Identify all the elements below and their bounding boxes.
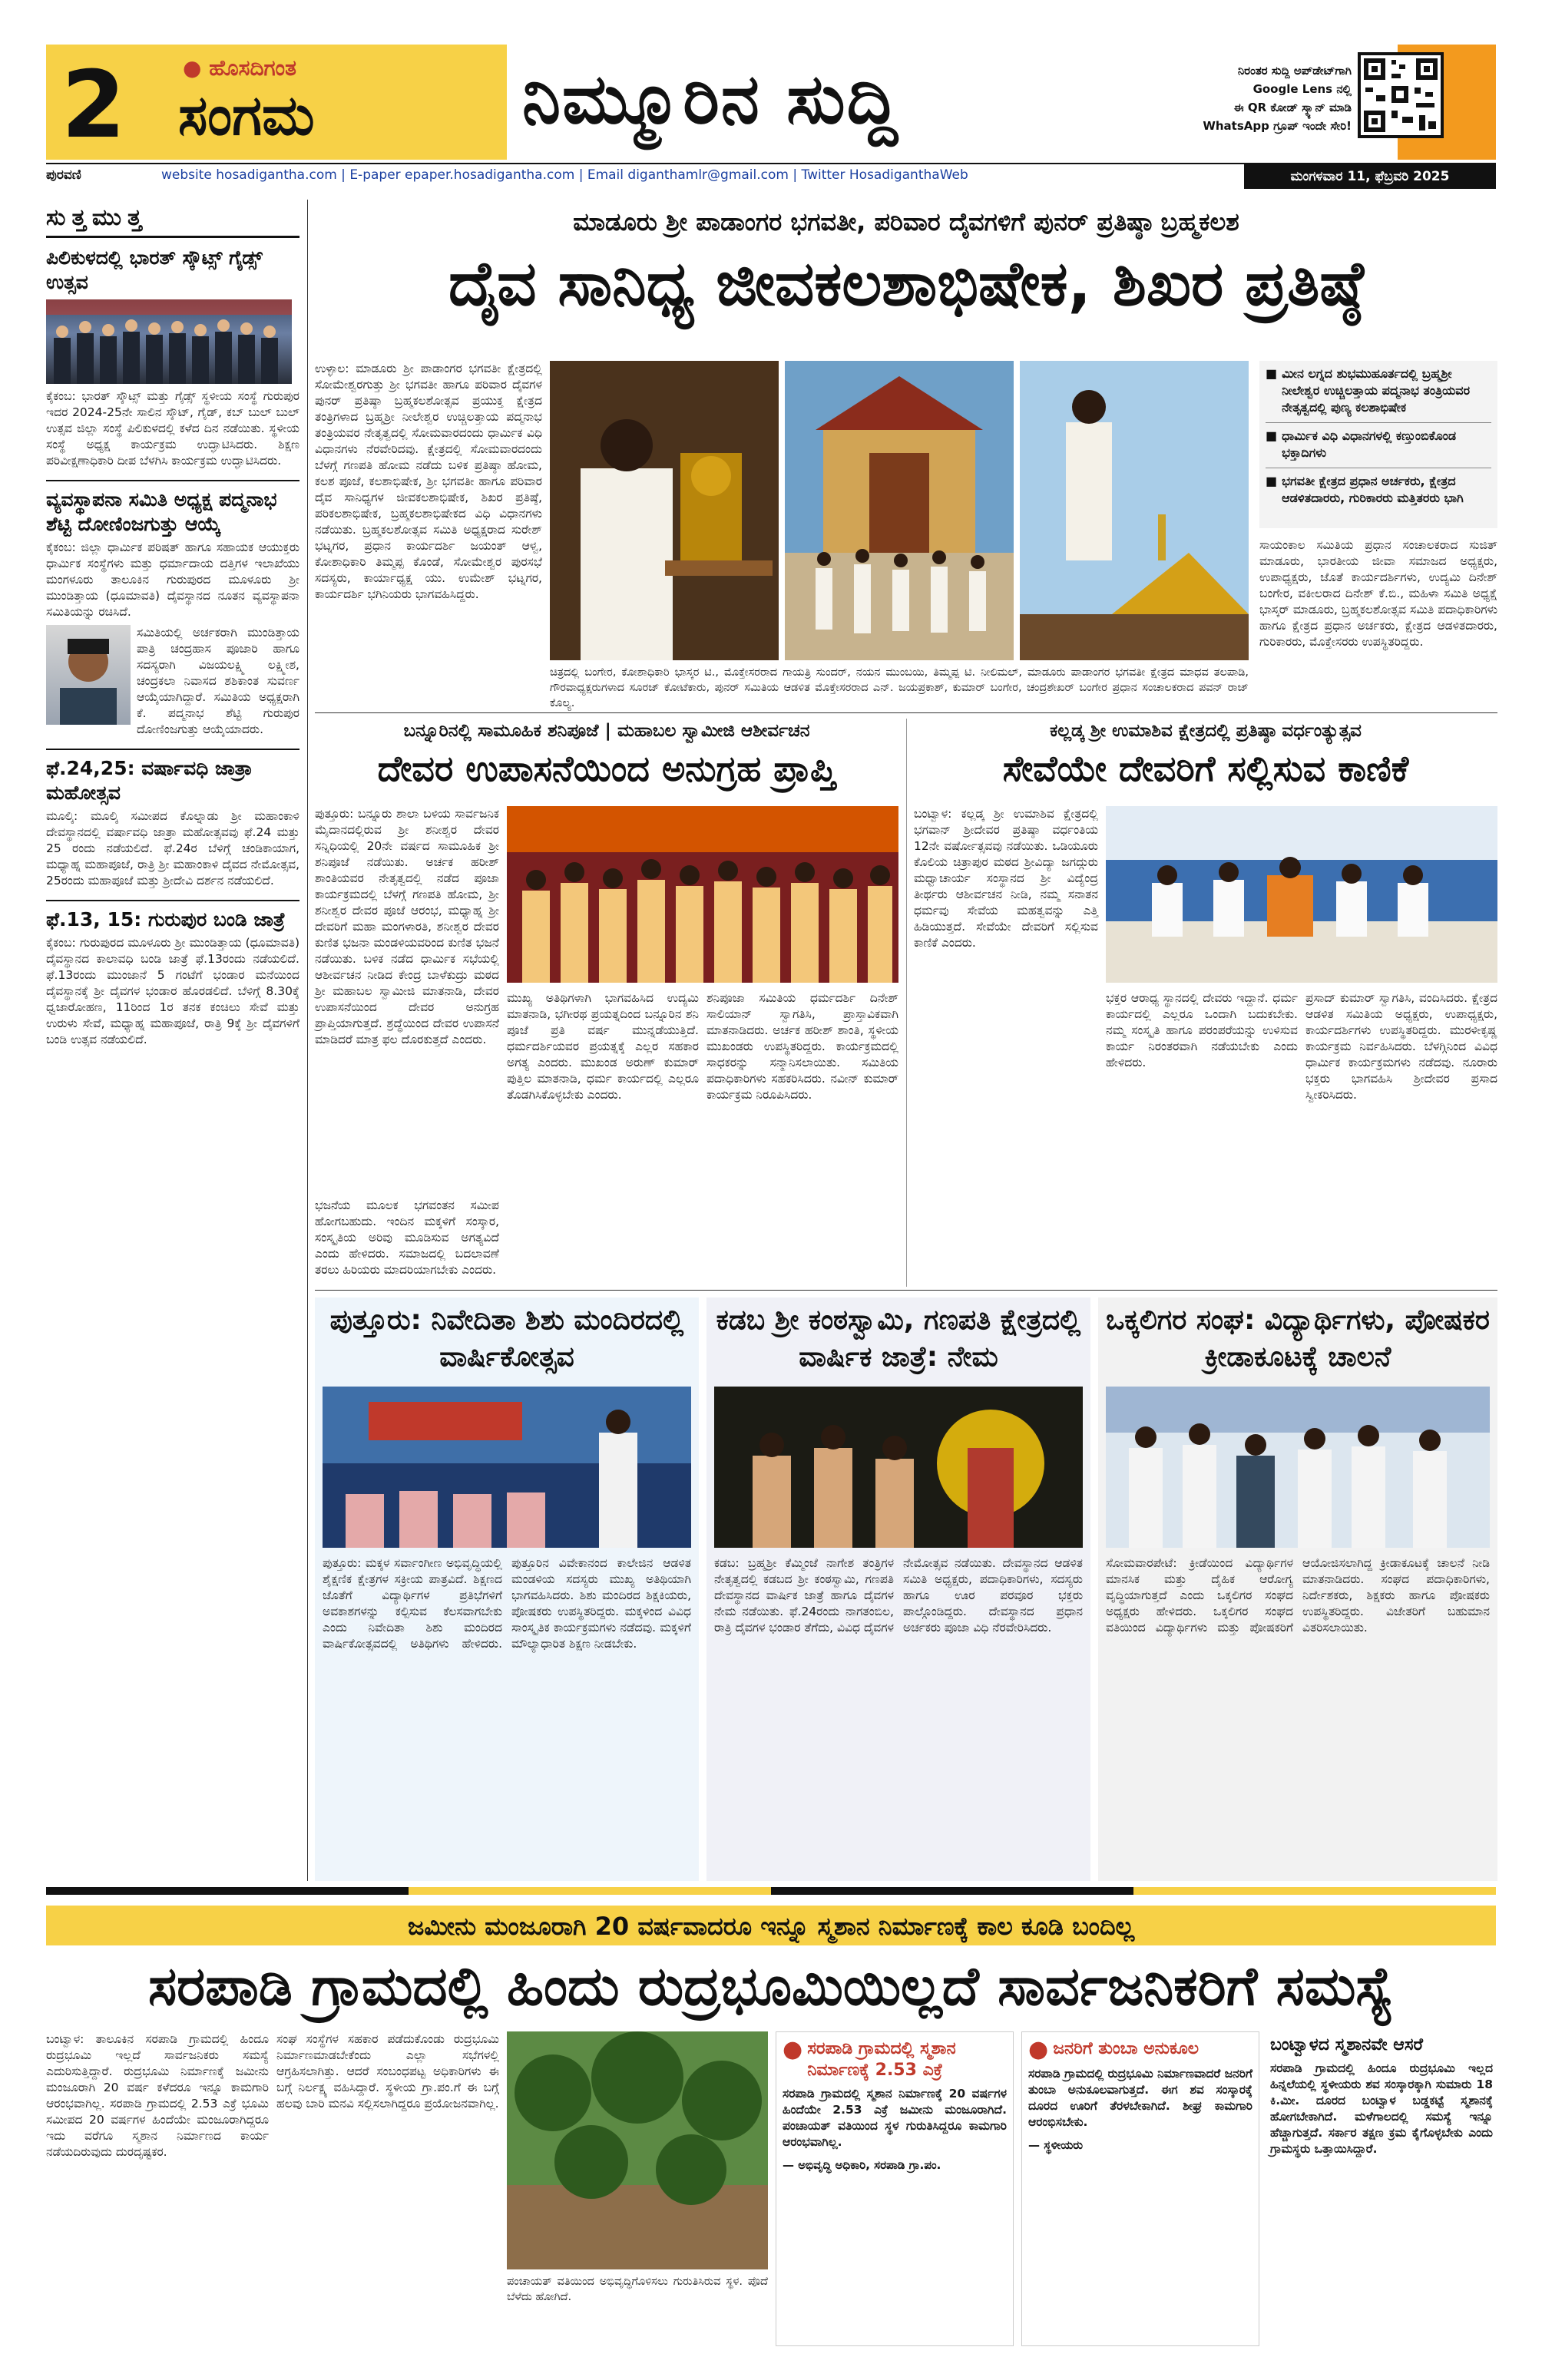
sidebar-story-body: ಕೈಕಂಬ: ಗುರುಪುರದ ಮೂಳೂರು ಶ್ರೀ ಮುಂಡಿತ್ತಾಯ (ಧೂಮಾವತಿ) ದೈವಸ್ಥಾನದ ಕಾಲಾವಧಿ ಬಂಡಿ ಜಾತ್ರೆ ಫೆ.13ರಂದು ನಡೆಯಲಿದೆ. ಫೆ.13ರಂದು ಮುಂಜಾನೆ 5 ಗಂಟೆಗೆ ಭಂಡಾರ ಮನೆಯಿಂದ ದೈವಸ್ಥಾನಕ್ಕೆ ಶ್ರೀ ದೈವಗಳ ಭಂಡಾರ ಹೊರಡಲಿದೆ. ಬೆಳಿಗ್ಗೆ 8.30ಕ್ಕೆ ಧ್ವಜಾರೋಹಣ, 11ರಿಂದ 1ರ ತನಕ ಕಂಚಿಲು ಸೇವೆ ಮತ್ತು ಉರುಳು ಸೇವೆ, ಮಧ್ಯಾಹ್ನ ಮಹಾಪೂಜೆ, ರಾತ್ರಿ 9ಕ್ಕೆ ಶ್ರೀ ದೈವಗಳಿಗೆ ಬಂಡಿ ಉತ್ಸವ ನಡೆಯಲಿದೆ. — [46, 936, 299, 1046]
qr-code-icon[interactable] — [1358, 52, 1444, 138]
sidebar-story-body: ಮೂಲ್ಕಿ: ಮೂಲ್ಕಿ ಸಮೀಪದ ಕೊಲ್ನಾಡು ಶ್ರೀ ಮಹಾಂಕಾಳಿ ದೇವಸ್ಥಾನದಲ್ಲಿ ವರ್ಷಾವಧಿ ಜಾತ್ರಾ ಮಹೋತ್ಸವವು ಫೆ.24 ಮತ್ತು 25 ರಂದು ನಡೆಯಲಿದೆ. ಫೆ.24ರ ಬೆಳಿಗ್ಗೆ ಚಂಡಿಕಾಯಾಗ, ಮಧ್ಯಾಹ್ನ ಮಹಾಪೂಜೆ, ರಾತ್ರಿ ಶ್ರೀ ಮಹಾಂಕಾಳಿ ದೈವದ ನೇಮೋತ್ಸವ, 25ರಂದು ಮಹಾಪೂಜೆ ಮತ್ತು ಶ್ರೀದೇವಿ ದರ್ಶನ ನಡೆಯಲಿದೆ. — [46, 809, 299, 888]
lead-photo-shrine — [785, 361, 1014, 660]
sidebar-story-title: ವ್ಯವಸ್ಥಾಪನಾ ಸಮಿತಿ ಅಧ್ಯಕ್ಷ ಪದ್ಮನಾಭ ಶೆಟ್ಟಿ ದೋಣಿಂಜಗುತ್ತು ಆಯ್ಕೆ — [46, 480, 299, 537]
group-photo-children — [507, 806, 898, 983]
info-box-signature: — ಅಭಿವೃದ್ಧಿ ಅಧಿಕಾರಿ, ಸರಪಾಡಿ ಗ್ರಾ.ಪಂ. — [783, 2158, 941, 2172]
story-left-body: ಪುತ್ತೂರು: ಬನ್ನೂರು ಶಾಲಾ ಬಳಿಯ ಸಾರ್ವಜನಿಕ ಮೈದಾನದಲ್ಲಿರುವ ಶ್ರೀ ಶನೀಶ್ವರ ದೇವರ ಸನ್ನಿಧಿಯಲ್ಲಿ 20ನೇ ವರ್ಷದ ಸಾಮೂಹಿಕ ಶ್ರೀ ಶನಿಪೂಜೆ ನಡೆಯಿತು. ಅರ್ಚಕ ಹರೀಶ್ ಶಾಂತಿಯವರ ನೇತೃತ್ವದಲ್ಲಿ ನಡೆದ ಪೂಜಾ ಕಾರ್ಯಕ್ರಮದಲ್ಲಿ ಬೆಳಗ್ಗೆ ಗಣಪತಿ ಹೋಮ, ಶ್ರೀ ಶನೀಶ್ವರ ದೇವರ ಪೂಜೆ ಆರಂಭ, ಮಧ್ಯಾಹ್ನ ಶ್ರೀ ದೇವರಿಗೆ ಮಹಾ ಮಂಗಳಾರತಿ, ಶನೀಶ್ವರ ದೇವರ ಕುಣಿತ ಭಜನಾ ಮಂಡಳಿಯವರಿಂದ ಕುಣಿತ ಭಜನೆ ನಡೆಯಿತು. ಬಳಿಕ ನಡೆದ ಧಾರ್ಮಿಕ ಸಭೆಯಲ್ಲಿ ಆಶೀರ್ವಚನ ನೀಡಿದ ಕೇಂದ್ರ ಬಾಳೆಕುದ್ರು ಮಠದ ಶ್ರೀ ಮಹಾಬಲ ಸ್ವಾಮೀಜಿ ಮಾತನಾಡಿ, ದೇವರ ಉಪಾಸನೆಯಿಂದ ದೇವರ ಅನುಗ್ರಹ ಪ್ರಾಪ್ತಿಯಾಗುತ್ತದೆ. ಶ್ರದ್ಧೆಯಿಂದ ದೇವರ ಉಪಾಸನೆ ಮಾಡಿದರೆ ಮಾತ್ರ ಫಲ ದೊರಕುತ್ತದೆ ಎಂದರು. — [315, 807, 499, 1046]
sidebar-story-title: ಪಿಲಿಕುಳದಲ್ಲಿ ಭಾರತ್ ಸ್ಕೌಟ್ಸ್ ಗೈಡ್ಸ್ ಉತ್ಸವ — [46, 246, 263, 293]
sidebar-label: ಸುತ್ತಮುತ್ತ — [46, 200, 299, 238]
square-bullet-icon: ■ — [1266, 474, 1278, 488]
story-left-kicker: ಬನ್ನೂರಿನಲ್ಲಿ ಸಾಮೂಹಿಕ ಶನಿಪೂಜೆ | ಮಹಾಬಲ ಸ್ವಾಮೀಜಿ ಆಶೀರ್ವಚನ — [403, 721, 810, 741]
scouts-group-photo — [46, 299, 292, 384]
cremation-site-caption: ಪಂಚಾಯತ್ ವತಿಯಿಂದ ಅಭಿವೃದ್ಧಿಗೊಳಿಸಲು ಗುರುತಿಸಿರುವ ಸ್ಥಳ. ಪೊದೆ ಬೆಳೆದು ಹೋಗಿದೆ. — [507, 2276, 768, 2303]
pin-icon: ● — [1028, 2036, 1049, 2063]
portrait-photo — [46, 625, 131, 725]
sidebar — [46, 200, 299, 1881]
annual-day-photo — [323, 1387, 691, 1548]
contact-links[interactable]: website hosadigantha.com | E-paper epaper.hosadigantha.com | Email diganthamlr@gmail.com | Twitter HosadiganthaWeb — [161, 167, 968, 183]
story-left-body: ಭಜನೆಯ ಮೂಲಕ ಭಗವಂತನ ಸಮೀಪ ಹೋಗಬಹುದು. ಇಂದಿನ ಮಕ್ಕಳಿಗೆ ಸಂಸ್ಕಾರ, ಸಂಸ್ಕೃತಿಯ ಅರಿವು ಮೂಡಿಸುವ ಅಗತ್ಯವಿದೆ ಎಂದು ಹೇಳಿದರು. ಸಮಾಜದಲ್ಲಿ ಬದಲಾವಣೆ ತರಲು ಹಿರಿಯರು ಮಾದರಿಯಾಗಬೇಕು ಎಂದರು. — [315, 1198, 499, 1277]
story-right-body: ಪ್ರಸಾದ್ ಕುಮಾರ್ ಸ್ವಾಗತಿಸಿ, ವಂದಿಸಿದರು. ಕ್ಷೇತ್ರದ ಆಡಳಿತ ಸಮಿತಿಯ ಅಧ್ಯಕ್ಷರು, ಉಪಾಧ್ಯಕ್ಷರು, ಕಾರ್ಯದರ್ಶಿಗಳು ಉಪಸ್ಥಿತರಿದ್ದರು. ಮುರಳೀಕೃಷ್ಣ ಕಾರ್ಯಕ್ರಮ ನಿರ್ವಹಿಸಿದರು. ಬೆಳಗ್ಗಿನಿಂದ ವಿವಿಧ ಧಾರ್ಮಿಕ ಕಾರ್ಯಕ್ರಮಗಳು ನಡೆದವು. ನೂರಾರು ಭಕ್ತರು ಭಾಗವಹಿಸಿ ಶ್ರೀದೇವರ ಪ್ರಸಾದ ಸ್ವೀಕರಿಸಿದರು. — [1305, 991, 1497, 1102]
cremation-site-photo — [507, 2031, 768, 2269]
info-box-title: ಬಂಟ್ವಾಳದ ಸ್ಮಶಾನವೇ ಆಸರೆ — [1270, 2035, 1424, 2054]
mid2-body: ಕಡಬ: ಬ್ರಹ್ಮಶ್ರೀ ಕೆಮ್ಮಿಂಜೆ ನಾಗೇಶ ತಂತ್ರಿಗಳ ನೇತೃತ್ವದಲ್ಲಿ ಕಡಬದ ಶ್ರೀ ಕಂಠಸ್ವಾಮಿ, ಗಣಪತಿ ದೇವಸ್ಥಾನದ ವಾರ್ಷಿಕ ಜಾತ್ರೆ ಹಾಗೂ ದೈವಗಳ ನೇಮ ನಡೆಯಿತು. ಫೆ.24ರಂದು ನಾಗತಂಬಿಲ, ರಾತ್ರಿ ದೈವಗಳ ಭಂಡಾರ ತೆಗೆದು, ವಿವಿಧ ದೈವಗಳ ನೇಮೋತ್ಸವ ನಡೆಯಿತು. ದೇವಸ್ಥಾನದ ಆಡಳಿತ ಸಮಿತಿ ಅಧ್ಯಕ್ಷರು, ಪದಾಧಿಕಾರಿಗಳು, ಸದಸ್ಯರು ಹಾಗೂ ಊರ ಪರವೂರ ಭಕ್ತರು ಪಾಲ್ಗೊಂಡಿದ್ದರು. ದೇವಸ್ಥಾನದ ಪ್ರಧಾನ ಅರ್ಚಕರು ಪೂಜಾ ವಿಧಿ ನೆರವೇರಿಸಿದರು. — [714, 1556, 1083, 1635]
highlight-item: ■ ಭಗವತೀ ಕ್ಷೇತ್ರದ ಪ್ರಧಾನ ಅರ್ಚಕರು, ಕ್ಷೇತ್ರದ ಆಡಳಿತದಾರರು, ಗುರಿಕಾರರು ಮತ್ತಿತರರು ಭಾಗಿ — [1266, 468, 1491, 507]
pin-icon: ● — [783, 2036, 803, 2063]
page-number: 2 — [61, 52, 126, 159]
lead-headline: ದೈವ ಸಾನಿಧ್ಯ ಜೀವಕಲಶಾಭಿಷೇಕ, ಶಿಖರ ಪ್ರತಿಷ್ಠೆ — [448, 248, 1364, 319]
qr-instructions: ನಿರಂತರ ಸುದ್ದಿ ಅಪ್‌ಡೇಟ್‌ಗಾಗಿ Google Lens ನಲ್ಲಿ ಈ QR ಕೋಡ್ ಸ್ಕ್ಯಾನ್ ಮಾಡಿ WhatsApp ಗ್ರೂಪ್ ಇಂದೇ ಸೇರಿ! — [1203, 64, 1352, 133]
lead-kicker: ಮಾಡೂರು ಶ್ರೀ ಪಾಡಾಂಗರ ಭಗವತೀ, ಪರಿವಾರ ದೈವಗಳಿಗೆ ಪುನರ್ ಪ್ರತಿಷ್ಠಾ ಬ್ರಹ್ಮಕಲಶ — [573, 207, 1239, 236]
story-right-kicker: ಕಲ್ಲಡ್ಕ ಶ್ರೀ ಉಮಾಶಿವ ಕ್ಷೇತ್ರದಲ್ಲಿ ಪ್ರತಿಷ್ಠಾ ವರ್ಧಂತ್ಯುತ್ಸವ — [1050, 721, 1362, 741]
info-box-body: ಸರಪಾಡಿ ಗ್ರಾಮದಲ್ಲಿ ಹಿಂದೂ ರುದ್ರಭೂಮಿ ಇಲ್ಲದ ಹಿನ್ನಲೆಯಲ್ಲಿ ಸ್ಥಳೀಯರು ಶವ ಸಂಸ್ಕಾರಕ್ಕಾಗಿ ಸುಮಾರು 18 ಕಿ.ಮೀ. ದೂರದ ಬಂಟ್ವಾಳ ಬಡ್ಡಕಟ್ಟೆ ಸ್ಮಶಾನಕ್ಕೆ ಹೋಗಬೇಕಾಗಿದೆ. ಮಳೆಗಾಲದಲ್ಲಿ ಸಮಸ್ಯೆ ಇನ್ನೂ ಹೆಚ್ಚಾಗುತ್ತದೆ. ಸರ್ಕಾರ ತಕ್ಷಣ ಕ್ರಮ ಕೈಗೊಳ್ಳಬೇಕು ಎಂದು ಗ್ರಾಮಸ್ಥರು ಒತ್ತಾಯಿಸಿದ್ದಾರೆ. — [1270, 2061, 1493, 2156]
lead-body: ಉಳ್ಳಾಲ: ಮಾಡೂರು ಶ್ರೀ ಪಾಡಾಂಗರ ಭಗವತೀ ಕ್ಷೇತ್ರದಲ್ಲಿ ಸೋಮೇಶ್ವರಗುತ್ತು ಶ್ರೀ ಭಗವತೀ ಹಾಗೂ ಪರಿವಾರ ದೈವಗಳ ಪುನರ್ ಪ್ರತಿಷ್ಠಾ ಬ್ರಹ್ಮಕಲಶೋತ್ಸವ ಪ್ರಯುಕ್ತ ಕ್ಷೇತ್ರದ ತಂತ್ರಿಗಳಾದ ಬ್ರಹ್ಮಶ್ರೀ ನೀಲೇಶ್ವರ ಉಚ್ಚಿಲತ್ತಾಯ ಪದ್ಮನಾಭ ತಂತ್ರಿಯವರ ನೇತೃತ್ವದಲ್ಲಿ ಸೋಮವಾರದಂದು ಧಾರ್ಮಿಕ ವಿಧಿ ವಿಧಾನಗಳು ನೆರವೇರಿದವು. ಕ್ಷೇತ್ರದಲ್ಲಿ ಸೋಮವಾರದಂದು ಬೆಳಗ್ಗೆ ಗಣಪತಿ ಹೋಮ ನಡೆದು ಬಳಿಕ ಪ್ರತಿಷ್ಠಾ ಹೋಮ, ಕಲಶ ಪೂಜೆ, ಕಲಶಾಭಿಷೇಕ, ಶ್ರೀ ಭಗವತೀ ಹಾಗೂ ಪರಿವಾರ ದೈವ ಸಾನಿಧ್ಯಗಳ ಜೀವಕಲಶಾಭಿಷೇಕ, ಶಿಖರ ಪ್ರತಿಷ್ಠೆ, ಪರಿಕಲಶಾಭಿಷೇಕ, ಬ್ರಹ್ಮಕಲಶಾಭಿಷೇಕದ ವಿಧಿ ವಿಧಾನಗಳು ನಡೆಯಿತು. ಬ್ರಹ್ಮಕಲಶೋತ್ಸವ ಸಮಿತಿ ಅಧ್ಯಕ್ಷರಾದ ಸುರೇಶ್ ಭಟ್ನಗರ, ಪ್ರಧಾನ ಕಾರ್ಯದರ್ಶಿ ಜಯಂತ್ ಆಳ್ವ, ಕೋಶಾಧಿಕಾರಿ ತಿಮ್ಮಪ್ಪ ಕೊಂಡೆ, ಸೋಮೇಶ್ವರ ಪುರಸಭೆ ಸದಸ್ಯರು, ಕಾರ್ಯಾಧ್ಯಕ್ಷ ಯು. ಉಮೇಶ್ ಭಟ್ನಗರ, ಕಾರ್ಯದರ್ಶಿ ಭಗಿನಿಯರು ಭಾಗವಹಿಸಿದ್ದರು. — [315, 362, 542, 601]
mid2-headline: ಕಡಬ ಶ್ರೀ ಕಂಠಸ್ವಾಮಿ, ಗಣಪತಿ ಕ್ಷೇತ್ರದಲ್ಲಿ ವಾರ್ಷಿಕ ಜಾತ್ರೆ: ನೇಮ — [716, 1304, 1081, 1373]
info-box-body: ಸರಪಾಡಿ ಗ್ರಾಮದಲ್ಲಿ ರುದ್ರಭೂಮಿ ನಿರ್ಮಾಣವಾದರೆ ಜನರಿಗೆ ತುಂಬಾ ಅನುಕೂಲವಾಗುತ್ತದೆ. ಈಗ ಶವ ಸಂಸ್ಕಾರಕ್ಕೆ ದೂರದ ಊರಿಗೆ ತೆರಳಬೇಕಾಗಿದೆ. ಶೀಘ್ರ ಕಾಮಗಾರಿ ಆರಂಭಿಸಬೇಕು. — [1028, 2067, 1252, 2129]
brand-logo-small: ● ಹೊಸದಿಗಂತ — [183, 55, 296, 81]
info-box-benefit — [1021, 2031, 1259, 2346]
sports-meet-photo — [1106, 1387, 1490, 1548]
color-band — [46, 1887, 1496, 1895]
story-right-headline: ಸೇವೆಯೇ ದೇವರಿಗೆ ಸಲ್ಲಿಸುವ ಕಾಣಿಕೆ — [1002, 748, 1409, 789]
story-left-headline: ದೇವರ ಉಪಾಸನೆಯಿಂದ ಅನುಗ್ರಹ ಪ್ರಾಪ್ತಿ — [377, 748, 836, 789]
story-left-body: ಶನಿಪೂಜಾ ಸಮಿತಿಯ ಧರ್ಮದರ್ಶಿ ದಿನೇಶ್ ಸಾಲಿಯಾನ್ ಸ್ವಾಗತಿಸಿ, ಪ್ರಾಸ್ತಾವಿಕವಾಗಿ ಮಾತನಾಡಿದರು. ಅರ್ಚಕ ಹರೀಶ್ ಶಾಂತಿ, ಸ್ಥಳೀಯ ಮುಖಂಡರು ಉಪಸ್ಥಿತರಿದ್ದರು. ಕಾರ್ಯಕ್ರಮದಲ್ಲಿ ಸಾಧಕರನ್ನು ಸನ್ಮಾನಿಸಲಾಯಿತು. ಸಮಿತಿಯ ಪದಾಧಿಕಾರಿಗಳು ಸಹಕರಿಸಿದರು. ನವೀನ್ ಕುಮಾರ್ ಕಾರ್ಯಕ್ರಮ ನಿರೂಪಿಸಿದರು. — [706, 991, 898, 1102]
lead-side-body: ಸಾಯಂಕಾಲ ಸಮಿತಿಯ ಪ್ರಧಾನ ಸಂಚಾಲಕರಾದ ಸುಜಿತ್ ಮಾಡೂರು, ಭಾರತೀಯ ಜೀವಾ ಸಮಾಜದ ಅಧ್ಯಕ್ಷರು, ಉಪಾಧ್ಯಕ್ಷರು, ಜೊತೆ ಕಾರ್ಯದರ್ಶಿಗಳು, ಉದ್ಯಮಿ ದಿನೇಶ್ ಬಂಗೇರ, ವಕೀಲರಾದ ದಿನೇಶ್ ಕೆ.ಬಿ., ಮಹಿಳಾ ಸಮಿತಿ ಅಧ್ಯಕ್ಷೆ ಭಾಸ್ಕರ್ ಮಾಡೂರು, ಬ್ರಹ್ಮಕಲಶೋತ್ಸವ ಸಮಿತಿ ಪದಾಧಿಕಾರಿಗಳು ಹಾಗೂ ಕ್ಷೇತ್ರದ ಪ್ರಧಾನ ಅರ್ಚಕರು, ಕ್ಷೇತ್ರದ ಆಡಳಿತದಾರರು, ಗುರಿಕಾರರು, ಮೊಕ್ತೇಸರರು ಉಪಸ್ಥಿತರಿದ್ದರು. — [1259, 538, 1497, 649]
masthead-sub-band — [46, 163, 1496, 189]
square-bullet-icon: ■ — [1266, 428, 1278, 443]
sidebar-story-body: ಕೈಕಂಬ: ಜಿಲ್ಲಾ ಧಾರ್ಮಿಕ ಪರಿಷತ್ ಹಾಗೂ ಸಹಾಯಕ ಆಯುಕ್ತರು ಧಾರ್ಮಿಕ ಸಂಸ್ಥೆಗಳು ಮತ್ತು ಧರ್ಮಾದಾಯ ದತ್ತಿಗಳ ಇಲಾಖೆಯು ಮಂಗಳೂರು ತಾಲೂಕಿನ ಗುರುಪುರದ ಮೂಳೂರು ಶ್ರೀ ಮುಂಡಿತ್ತಾಯ (ಧೂಮಾವತಿ) ದೈವಸ್ಥಾನದ ನೂತನ ವ್ಯವಸ್ಥಾಪನಾ ಸಮಿತಿಯನ್ನು ರಚಿಸಿದೆ. — [46, 540, 299, 619]
stage-photo-seers — [1106, 806, 1497, 983]
lead-photo-priest — [550, 361, 779, 660]
date-badge: ಮಂಗಳವಾರ 11, ಫೆಬ್ರವರಿ 2025 — [1244, 164, 1496, 189]
info-box-bantwal — [1267, 2031, 1496, 2346]
info-box-title: ಸರಪಾಡಿ ಗ್ರಾಮದಲ್ಲಿ ಸ್ಮಶಾನ ನಿರ್ಮಾಣಕ್ಕೆ 2.53 ಎಕ್ರೆ — [807, 2039, 956, 2080]
lead-photo-pinnacle — [1020, 361, 1249, 660]
bottom-body: ಸಂಘ ಸಂಸ್ಥೆಗಳ ಸಹಕಾರ ಪಡೆದುಕೊಂಡು ರುದ್ರಭೂಮಿ ನಿರ್ಮಾಣಮಾಡಬೇಕೆಂದು ಎಲ್ಲಾ ಸಭೆಗಳಲ್ಲಿ ಆಗ್ರಹಿಸಲಾಗಿತ್ತು. ಆದರೆ ಸಂಬಂಧಪಟ್ಟ ಅಧಿಕಾರಿಗಳು ಈ ಬಗ್ಗೆ ನಿರ್ಲಕ್ಷ್ಯ ವಹಿಸಿದ್ದಾರೆ. ಸ್ಥಳೀಯ ಗ್ರಾ.ಪಂ.ಗೆ ಈ ಬಗ್ಗೆ ಹಲವು ಬಾರಿ ಮನವಿ ಸಲ್ಲಿಸಲಾಗಿದ್ದರೂ ಪ್ರಯೋಜನವಾಗಿಲ್ಲ. — [276, 2032, 499, 2111]
info-box-signature: — ಸ್ಥಳೀಯರು — [1028, 2138, 1083, 2152]
highlight-item: ■ ಧಾರ್ಮಿಕ ವಿಧಿ ವಿಧಾನಗಳಲ್ಲಿ ಕಣ್ತುಂಬಿಕೊಂಡ ಭಕ್ತಾದಿಗಳು — [1266, 422, 1491, 461]
sidebar-story-title: ಫೆ.24,25: ವರ್ಷಾವಧಿ ಜಾತ್ರಾ ಮಹೋತ್ಸವ — [46, 749, 299, 805]
puravani-label: ಪುರವಣಿ — [46, 167, 81, 183]
sidebar-story-title: ಫೆ.13, 15: ಗುರುಪುರ ಬಂಡಿ ಜಾತ್ರೆ — [46, 900, 299, 932]
sidebar-story-body: ಸಮಿತಿಯಲ್ಲಿ ಅರ್ಚಕರಾಗಿ ಮುಂಡಿತ್ತಾಯ ಪಾತ್ರಿ ಚಂದ್ರಹಾಸ ಪೂಜಾರಿ ಹಾಗೂ ಸದಸ್ಯರಾಗಿ ವಿಜಯಲಕ್ಷ್ಮಿ ಲಕ್ಷ್ಮೀಶ, ಚಂದ್ರಕಲಾ ನಿವಾಸದ ಶಶಿಕಾಂತ ಸುವರ್ಣ ಆಯ್ಕೆಯಾಗಿದ್ದಾರೆ. ಸಮಿತಿಯ ಅಧ್ಯಕ್ಷರಾಗಿ ಕೆ. ಪದ್ಮನಾಭ ಶೆಟ್ಟಿ ಗುರುಪುರ ದೋಣಿಂಜಗುತ್ತು ಆಯ್ಕೆಯಾದರು. — [137, 626, 299, 736]
story-right-body: ಭಕ್ತರ ಆರಾಧ್ಯ ಸ್ಥಾನದಲ್ಲಿ ದೇವರು ಇದ್ದಾನೆ. ಧರ್ಮ ಕಾರ್ಯದಲ್ಲಿ ಎಲ್ಲರೂ ಒಂದಾಗಿ ಬದುಕಬೇಕು. ನಮ್ಮ ಸಂಸ್ಕೃತಿ ಹಾಗೂ ಪರಂಪರೆಯನ್ನು ಉಳಿಸುವ ಕಾರ್ಯ ನಿರಂತರವಾಗಿ ನಡೆಯಬೇಕು ಎಂದು ಹೇಳಿದರು. — [1106, 991, 1298, 1069]
flame-icon: ● — [183, 55, 202, 81]
lead-photo-caption: ಚಿತ್ರದಲ್ಲಿ ಬಂಗೇರ, ಕೋಶಾಧಿಕಾರಿ ಭಾಸ್ಕರ ಟಿ., ಮೊಕ್ತೇಸರರಾದ ಗಾಯತ್ರಿ ಸುಂದರ್, ನಯನ ಮುಂಬಯಿ, ತಿಮ್ಮಪ್ಪ ಟಿ. ನೀಲಿಮಲ್, ಮಾಡೂರು ಪಾಡಾಂಗರ ಭಗವತೀ ಕ್ಷೇತ್ರದ ಮಾಧವ ತಲಪಾಡಿ, ಗೌರವಾಧ್ಯಕ್ಷರುಗಳಾದ ಸೂರಜ್ ಕೋಟೆಕಾರು, ಪುನರ್ ಸಮಿತಿಯ ಆಡಳಿತ ಮೊಕ್ತೇಸರರಾದ ಎನ್. ಜಯಪ್ರಕಾಶ್, ಕುಮಾರ್ ಬಂಗೇರ, ಚಂದ್ರಶೇಖರ್ ಬಂಗೇರ ಪ್ರಧಾನ ಸಂಚಾಲಕರಾದ ಪವನ್ ರಾಜ್ ಕೊಲ್ಯ. — [550, 666, 1249, 709]
temple-festival-photo — [714, 1387, 1083, 1548]
sidebar-story-body: ಕೈಕಂಬ: ಭಾರತ್ ಸ್ಕೌಟ್ಸ್ ಮತ್ತು ಗೈಡ್ಸ್ ಸ್ಥಳೀಯ ಸಂಸ್ಥೆ ಗುರುಪುರ ಇದರ 2024-25ನೇ ಸಾಲಿನ ಸ್ಕೌಟ್, ಗೈಡ್, ಕಬ್ ಬುಲ್ ಬುಲ್ ಉತ್ಸವ ಜಿಲ್ಲಾ ಸಂಸ್ಥೆ ಪಿಲಿಕುಳದಲ್ಲಿ ಕಳೆದ ದಿನ ನಡೆಯಿತು. ಸ್ಥಳೀಯ ಸಂಸ್ಥೆ ಅಧ್ಯಕ್ಷ ಕಾರ್ಯಕ್ರಮ ಉದ್ಘಾಟಿಸಿದರು. ಶಿಕ್ಷಣ ಪರಿವೀಕ್ಷಣಾಧಿಕಾರಿ ದೀಪ ಬೆಳಗಿಸಿ ಕಾರ್ಯಕ್ರಮ ಉದ್ಘಾಟಿಸಿದರು. — [46, 389, 299, 468]
square-bullet-icon: ■ — [1266, 366, 1278, 381]
brand-logo-big: ಸಂಗಮ — [178, 83, 315, 147]
story-right-body: ಬಂಟ್ವಾಳ: ಕಲ್ಲಡ್ಕ ಶ್ರೀ ಉಮಾಶಿವ ಕ್ಷೇತ್ರದಲ್ಲಿ ಭಗವಾನ್ ಶ್ರೀದೇವರ ಪ್ರತಿಷ್ಠಾ ವರ್ಧಂತಿಯ 12ನೇ ವರ್ಷೋತ್ಸವವು ನಡೆಯಿತು. ಒಡಿಯೂರು ಕೊಲಿಯ ಚಿತ್ರಾಪುರ ಮಠದ ಶ್ರೀವಿದ್ಯಾ ಜಗದ್ಗುರು ಮಧ್ವಾಚಾರ್ಯ ಸಂಸ್ಥಾನದ ಶ್ರೀ ವಿದ್ಯೆಂದ್ರ ತೀರ್ಥರು ಆಶೀರ್ವಚನ ನೀಡಿ, ನಮ್ಮ ಸನಾತನ ಧರ್ಮವು ಸೇವೆಯ ಮಹತ್ವವನ್ನು ಎತ್ತಿ ಹಿಡಿಯುತ್ತದೆ. ಸೇವೆಯೇ ದೇವರಿಗೆ ಸಲ್ಲಿಸುವ ಕಾಣಿಕೆ ಎಂದರು. — [914, 807, 1098, 950]
story-left-body: ಮುಖ್ಯ ಅತಿಥಿಗಳಾಗಿ ಭಾಗವಹಿಸಿದ ಉದ್ಯಮಿ ಮಾತನಾಡಿ, ಭಗೀರಥ ಪ್ರಯತ್ನದಿಂದ ಬನ್ನೂರಿನ ಶನಿ ಪೂಜೆ ಪ್ರತಿ ವರ್ಷ ಮುನ್ನಡೆಯುತ್ತಿದೆ. ಧರ್ಮದರ್ಶಿಯವರ ಪ್ರಯತ್ನಕ್ಕೆ ಎಲ್ಲರ ಸಹಕಾರ ಅಗತ್ಯ ಎಂದರು. ಮುಖಂಡ ಅರುಣ್ ಕುಮಾರ್ ಪುತ್ತಿಲ ಮಾತನಾಡಿ, ಧರ್ಮ ಕಾರ್ಯದಲ್ಲಿ ಎಲ್ಲರೂ ತೊಡಗಿಸಿಕೊಳ್ಳಬೇಕು ಎಂದರು. — [507, 991, 699, 1102]
info-box-title: ಜನರಿಗೆ ತುಂಬಾ ಅನುಕೂಲ — [1053, 2039, 1200, 2058]
bottom-kicker: ಜಮೀನು ಮಂಜೂರಾಗಿ 20 ವರ್ಷವಾದರೂ ಇನ್ನೂ ಸ್ಮಶಾನ ನಿರ್ಮಾಣಕ್ಕೆ ಕಾಲ ಕೂಡಿ ಬಂದಿಲ್ಲ — [407, 1912, 1135, 1941]
mid3-headline: ಒಕ್ಕಲಿಗರ ಸಂಘ: ವಿದ್ಯಾರ್ಥಿಗಳು, ಪೋಷಕರ ಕ್ರೀಡಾಕೂಟಕ್ಕೆ ಚಾಲನೆ — [1106, 1304, 1490, 1373]
bottom-body: ಬಂಟ್ವಾಳ: ತಾಲೂಕಿನ ಸರಪಾಡಿ ಗ್ರಾಮದಲ್ಲಿ ಹಿಂದೂ ರುದ್ರಭೂಮಿ ಇಲ್ಲದೆ ಸಾರ್ವಜನಿಕರು ಸಮಸ್ಯೆ ಎದುರಿಸುತ್ತಿದ್ದಾರೆ. ರುದ್ರಭೂಮಿ ನಿರ್ಮಾಣಕ್ಕೆ ಜಮೀನು ಮಂಜೂರಾಗಿ 20 ವರ್ಷ ಕಳೆದರೂ ಇನ್ನೂ ಕಾಮಗಾರಿ ಆರಂಭವಾಗಿಲ್ಲ. ಸರಪಾಡಿ ಗ್ರಾಮದಲ್ಲಿ 2.53 ಎಕ್ರೆ ಭೂಮಿ ಸಮೀಪದ 20 ವರ್ಷಗಳ ಹಿಂದೆಯೇ ಮಂಜೂರಾಗಿದ್ದರೂ ಇದು ವರೆಗೂ ಸ್ಮಶಾನ ನಿರ್ಮಾಣದ ಕಾರ್ಯ ನಡೆಯದಿರುವುದು ದುರದೃಷ್ಟಕರ. — [46, 2032, 269, 2159]
mid1-body: ಪುತ್ತೂರು: ಮಕ್ಕಳ ಸರ್ವಾಂಗೀಣ ಅಭಿವೃದ್ಧಿಯಲ್ಲಿ ಶೈಕ್ಷಣಿಕ ಕ್ಷೇತ್ರಗಳ ಸಕ್ರೀಯ ಪಾತ್ರವಿದೆ. ಶಿಕ್ಷಣದ ಜೊತೆಗೆ ವಿದ್ಯಾರ್ಥಿಗಳ ಪ್ರತಿಭೆಗಳಿಗೆ ಅವಕಾಶಗಳನ್ನು ಕಲ್ಪಿಸುವ ಕೆಲಸವಾಗಬೇಕು ಎಂದು ನಿವೇದಿತಾ ಶಿಶು ಮಂದಿರದ ವಾರ್ಷಿಕೋತ್ಸವದಲ್ಲಿ ಅತಿಥಿಗಳು ಹೇಳಿದರು. ಪುತ್ತೂರಿನ ವಿವೇಕಾನಂದ ಕಾಲೇಜಿನ ಆಡಳಿತ ಮಂಡಳಿಯ ಸದಸ್ಯರು ಮುಖ್ಯ ಅತಿಥಿಯಾಗಿ ಭಾಗವಹಿಸಿದರು. ಶಿಶು ಮಂದಿರದ ಶಿಕ್ಷಕಿಯರು, ಪೋಷಕರು ಉಪಸ್ಥಿತರಿದ್ದರು. ಮಕ್ಕಳಿಂದ ವಿವಿಧ ಸಾಂಸ್ಕೃತಿಕ ಕಾರ್ಯಕ್ರಮಗಳು ನಡೆದವು. ಮಕ್ಕಳಿಗೆ ಮೌಲ್ಯಾಧಾರಿತ ಶಿಕ್ಷಣ ನೀಡಬೇಕು. — [323, 1556, 691, 1651]
info-box-body: ಸರಪಾಡಿ ಗ್ರಾಮದಲ್ಲಿ ಸ್ಮಶಾನ ನಿರ್ಮಾಣಕ್ಕೆ 20 ವರ್ಷಗಳ ಹಿಂದೆಯೇ 2.53 ಎಕ್ರೆ ಜಮೀನು ಮಂಜೂರಾಗಿದೆ. ಪಂಚಾಯತ್ ವತಿಯಿಂದ ಸ್ಥಳ ಗುರುತಿಸಿದ್ದರೂ ಕಾಮಗಾರಿ ಆರಂಭವಾಗಿಲ್ಲ. — [783, 2087, 1007, 2149]
section-title: ನಿಮ್ಮೂರಿನ ಸುದ್ದಿ — [522, 59, 899, 140]
mid3-body: ಸೋಮವಾರಪೇಟೆ: ಕ್ರೀಡೆಯಿಂದ ವಿದ್ಯಾರ್ಥಿಗಳ ಮಾನಸಿಕ ಮತ್ತು ದೈಹಿಕ ಆರೋಗ್ಯ ವೃದ್ಧಿಯಾಗುತ್ತದೆ ಎಂದು ಒಕ್ಕಲಿಗರ ಸಂಘದ ಅಧ್ಯಕ್ಷರು ಹೇಳಿದರು. ಒಕ್ಕಲಿಗರ ಸಂಘದ ವತಿಯಿಂದ ವಿದ್ಯಾರ್ಥಿಗಳು ಮತ್ತು ಪೋಷಕರಿಗೆ ಆಯೋಜಿಸಲಾಗಿದ್ದ ಕ್ರೀಡಾಕೂಟಕ್ಕೆ ಚಾಲನೆ ನೀಡಿ ಮಾತನಾಡಿದರು. ಸಂಘದ ಪದಾಧಿಕಾರಿಗಳು, ನಿರ್ದೇಶಕರು, ಶಿಕ್ಷಕರು ಹಾಗೂ ಪೋಷಕರು ಉಪಸ್ಥಿತರಿದ್ದರು. ವಿಜೇತರಿಗೆ ಬಹುಮಾನ ವಿತರಿಸಲಾಯಿತು. — [1106, 1556, 1490, 1635]
bottom-headline: ಸರಪಾಡಿ ಗ್ರಾಮದಲ್ಲಿ ಹಿಂದು ರುದ್ರಭೂಮಿಯಿಲ್ಲದೆ ಸಾರ್ವಜನಿಕರಿಗೆ ಸಮಸ್ಯೆ — [147, 1955, 1395, 2018]
highlight-item: ■ ಮೀನ ಲಗ್ನದ ಶುಭಮುಹೂರ್ತದಲ್ಲಿ ಬ್ರಹ್ಮಶ್ರೀ ನೀಲೇಶ್ವರ ಉಚ್ಚಿಲತ್ತಾಯ ಪದ್ಮನಾಭ ತಂತ್ರಿಯವರ ನೇತೃತ್ವದಲ್ಲಿ ಪುಣ್ಯ ಕಲಶಾಭಿಷೇಕ — [1266, 366, 1471, 415]
mid1-headline: ಪುತ್ತೂರು: ನಿವೇದಿತಾ ಶಿಶು ಮಂದಿರದಲ್ಲಿ ವಾರ್ಷಿಕೋತ್ಸವ — [329, 1304, 684, 1373]
masthead — [0, 0, 1542, 184]
info-box-land — [776, 2031, 1014, 2346]
lead-highlights — [1259, 361, 1497, 528]
